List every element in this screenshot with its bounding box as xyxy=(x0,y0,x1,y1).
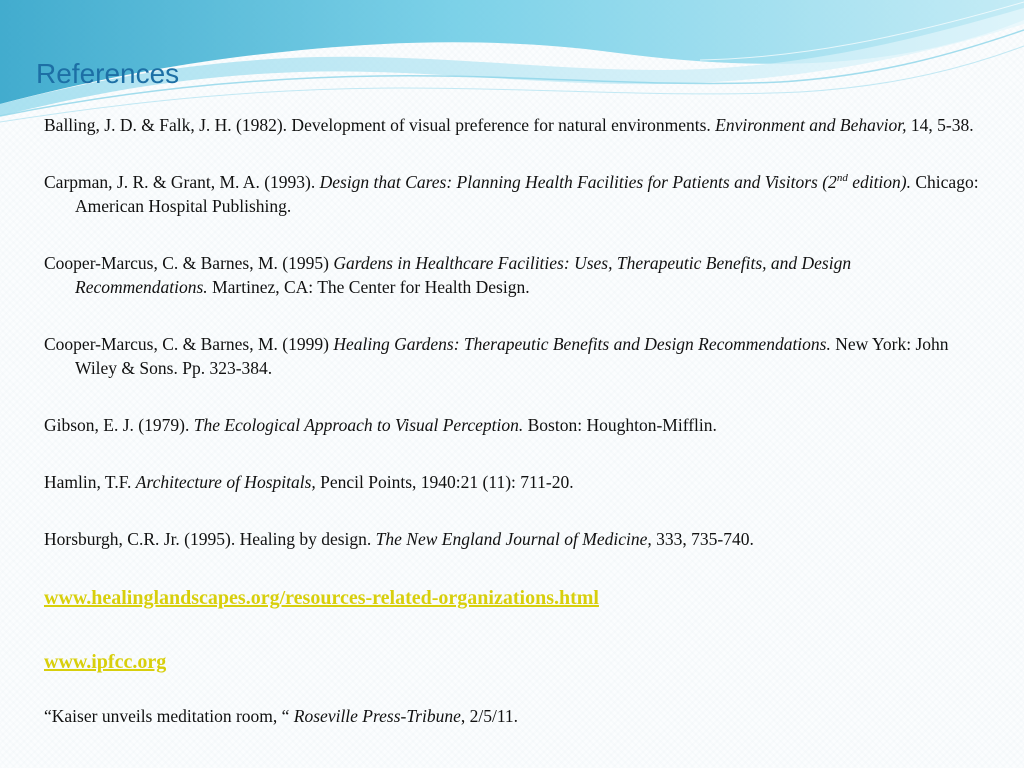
reference-source: Architecture of Hospitals, xyxy=(135,472,316,492)
reference-text: Hamlin, T.F. xyxy=(44,472,136,492)
references-list xyxy=(44,113,984,728)
reference-item xyxy=(44,113,984,137)
reference-item xyxy=(44,413,984,437)
reference-details: Boston: Houghton-Mifflin. xyxy=(523,415,717,435)
reference-details: 14, 5-38. xyxy=(906,115,974,135)
reference-source: The Ecological Approach to Visual Perception. xyxy=(193,415,524,435)
reference-text: Carpman, J. R. & Grant, M. A. (1993). xyxy=(44,172,320,192)
reference-details: Pencil Points, 1940:21 (11): 711-20. xyxy=(315,472,574,492)
reference-item xyxy=(44,251,984,299)
reference-superscript: nd xyxy=(836,172,848,185)
reference-source-end: edition). xyxy=(847,172,911,192)
reference-details: Chicago: American Hospital Publishing. xyxy=(75,172,979,216)
reference-source: Roseville Press-Tribune xyxy=(293,706,461,726)
reference-item xyxy=(44,704,984,728)
ipfcc-link[interactable]: www.ipfcc.org xyxy=(44,651,167,673)
reference-text: Horsburgh, C.R. Jr. (1995). Healing by design. xyxy=(44,529,376,549)
reference-item xyxy=(44,527,984,551)
reference-link-item xyxy=(44,648,984,676)
reference-text: Gibson, E. J. (1979). xyxy=(44,415,194,435)
reference-source: Gardens in Healthcare Facilities: Uses, Therapeutic Benefits, and Design Recommendations. xyxy=(75,253,852,297)
reference-details: New York: John Wiley & Sons. Pp. 323-384. xyxy=(75,334,949,378)
reference-details: , 2/5/11. xyxy=(460,706,519,726)
reference-text: Balling, J. D. & Falk, J. H. (1982). Development of visual preference for natural environments. xyxy=(44,115,716,135)
reference-text: “Kaiser unveils meditation room, “ xyxy=(44,706,294,726)
reference-text: Cooper-Marcus, C. & Barnes, M. (1995) xyxy=(44,253,334,273)
reference-item xyxy=(44,332,984,380)
reference-details: 333, 735-740. xyxy=(651,529,754,549)
reference-source: The New England Journal of Medicine, xyxy=(375,529,652,549)
reference-text: Cooper-Marcus, C. & Barnes, M. (1999) xyxy=(44,334,334,354)
reference-source: Healing Gardens: Therapeutic Benefits and Design Recommendations. xyxy=(333,334,831,354)
slide-title: References xyxy=(36,58,180,89)
reference-source: Environment and Behavior, xyxy=(715,115,907,135)
healing-landscapes-link[interactable]: www.healinglandscapes.org/resources-related-organizations.html xyxy=(44,587,599,609)
reference-item xyxy=(44,170,984,218)
reference-link-item xyxy=(44,584,984,612)
reference-source: Design that Cares: Planning Health Facilities for Patients and Visitors (2 xyxy=(319,172,837,192)
reference-item xyxy=(44,470,984,494)
reference-details: Martinez, CA: The Center for Health Design. xyxy=(207,277,530,297)
